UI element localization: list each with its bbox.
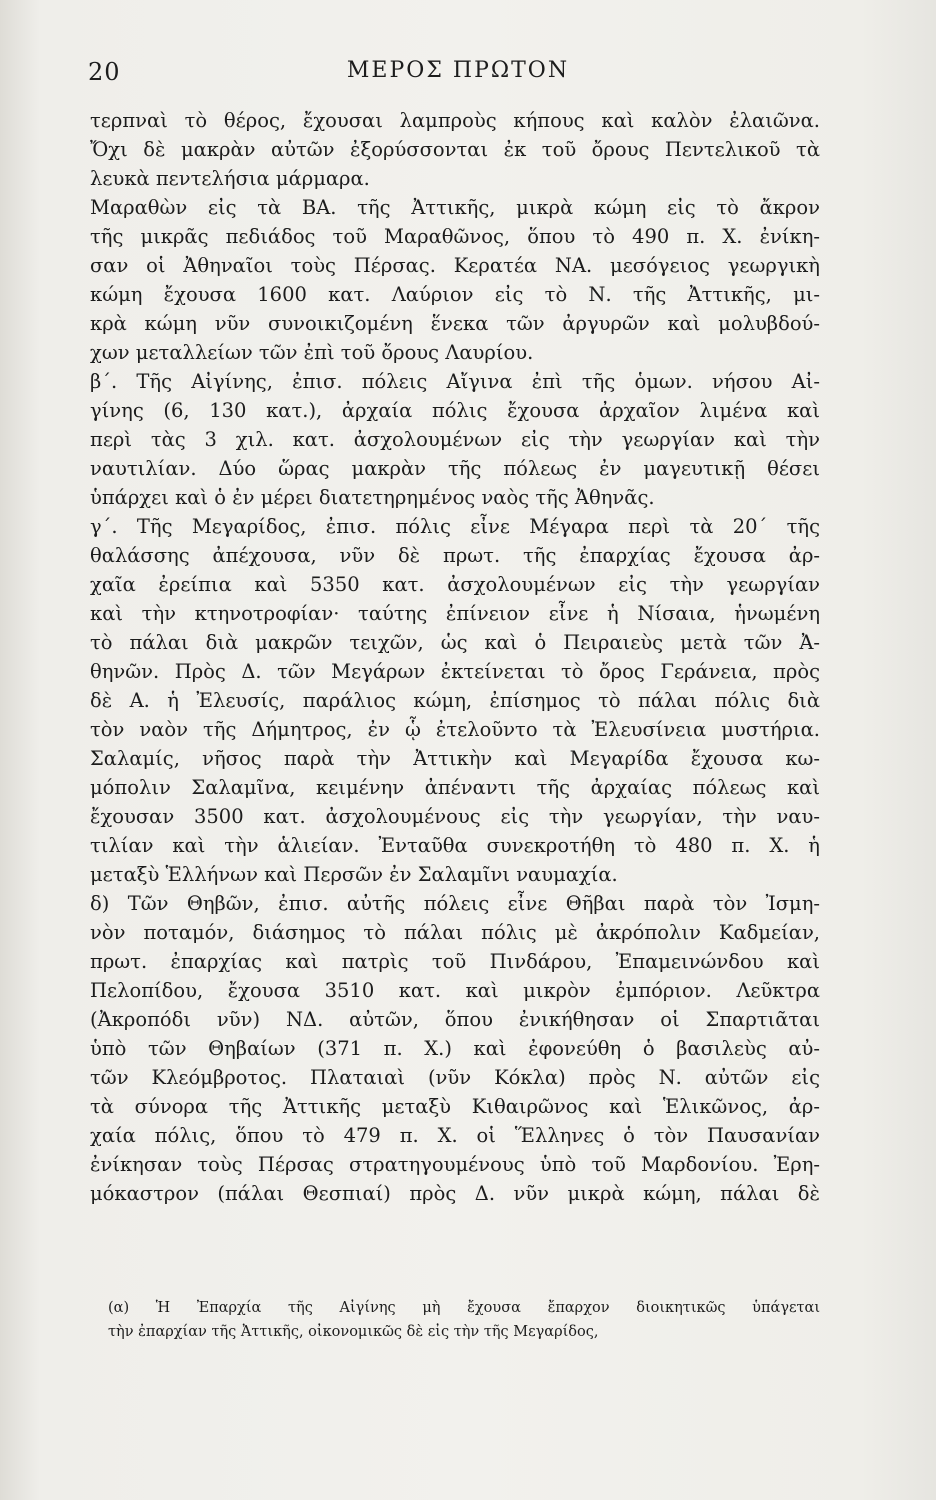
text-line: πρωτ. ἐπαρχίας καὶ πατρὶς τοῦ Πινδάρου, Ἐπαμεινώνδου καὶ <box>90 950 820 973</box>
text-line: ἔχουσαν 3500 κατ. ἀσχολουμένους εἰς τὴν γεωργίαν, τὴν ναυ- <box>90 805 820 828</box>
text-line: (Ἀκροπόδι νῦν) ΝΔ. αὐτῶν, ὅπου ἐνικήθησαν οἱ Σπαρτιᾶται <box>90 1008 820 1031</box>
text-line: τῶν Κλεόμβροτος. Πλαταιαὶ (νῦν Κόκλα) πρὸς Ν. αὐτῶν εἰς <box>90 1066 820 1089</box>
text-line: χαία πόλις, ὅπου τὸ 479 π. Χ. οἱ Ἕλληνες ὁ τὸν Παυσανίαν <box>90 1124 820 1147</box>
text-line: θαλάσσης ἀπέχουσα, νῦν δὲ πρωτ. τῆς ἐπαρχίας ἔχουσα ἀρ- <box>90 544 820 567</box>
footnotes <box>108 1296 820 1344</box>
text-line: γ΄. Τῆς Μεγαρίδος, ἐπισ. πόλις εἶνε Μέγαρα περὶ τὰ 20΄ τῆς <box>90 515 820 538</box>
text-line: Σαλαμίς, νῆσος παρὰ τὴν Ἀττικὴν καὶ Μεγαρίδα ἔχουσα κω- <box>90 747 820 770</box>
running-head: ΜΕΡΟΣ ΠΡΩΤΟΝ <box>346 58 570 83</box>
text-line: τιλίαν καὶ τὴν ἁλιείαν. Ἐνταῦθα συνεκροτήθη τὸ 480 π. Χ. ἡ <box>90 834 820 857</box>
text-line: χαῖα ἐρείπια καὶ 5350 κατ. ἀσχολουμένων εἰς τὴν γεωργίαν <box>90 573 820 596</box>
page-number: 20 <box>88 58 121 86</box>
text-line: κρὰ κώμη νῦν συνοικιζομένη ἕνεκα τῶν ἀργυρῶν καὶ μολυβδού- <box>90 312 820 335</box>
text-line: Ὄχι δὲ μακρὰν αὐτῶν ἐξορύσσονται ἐκ τοῦ ὄρους Πεντελικοῦ τὰ <box>90 138 820 161</box>
text-line: λευκὰ πεντελήσια μάρμαρα. <box>90 167 370 190</box>
text-line: δὲ Α. ἡ Ἐλευσίς, παράλιος κώμη, ἐπίσημος τὸ πάλαι πόλις διὰ <box>90 689 820 712</box>
text-line: νὸν ποταμόν, διάσημος τὸ πάλαι πόλις μὲ ἀκρόπολιν Καδμείαν, <box>90 921 820 944</box>
text-line: καὶ τὴν κτηνοτροφίαν· ταύτης ἐπίνειον εἶνε ἡ Νίσαια, ἡνωμένη <box>90 602 820 625</box>
text-line: τὸν ναὸν τῆς Δήμητρος, ἐν ᾧ ἐτελοῦντο τὰ Ἐλευσίνεια μυστήρια. <box>90 718 820 741</box>
text-line: χων μεταλλείων τῶν ἐπὶ τοῦ ὄρους Λαυρίου. <box>90 341 534 364</box>
text-line: Πελοπίδου, ἔχουσα 3510 κατ. καὶ μικρὸν ἐμπόριον. Λεῦκτρα <box>90 979 820 1002</box>
text-line: θηνῶν. Πρὸς Δ. τῶν Μεγάρων ἐκτείνεται τὸ ὄρος Γεράνεια, πρὸς <box>90 660 820 683</box>
text-line: μεταξὺ Ἑλλήνων καὶ Περσῶν ἐν Σαλαμῖνι ναυμαχία. <box>90 863 618 886</box>
text-line: κώμη ἔχουσα 1600 κατ. Λαύριον εἰς τὸ Ν. τῆς Ἀττικῆς, μι- <box>90 283 820 306</box>
text-line: Μαραθὼν εἰς τὰ ΒΑ. τῆς Ἀττικῆς, μικρὰ κώμη εἰς τὸ ἄκρον <box>90 196 820 219</box>
text-line: ἐνίκησαν τοὺς Πέρσας στρατηγουμένους ὑπὸ τοῦ Μαρδονίου. Ἐρη- <box>90 1153 820 1176</box>
text-line: μόκαστρον (πάλαι Θεσπιαί) πρὸς Δ. νῦν μικρὰ κώμη, πάλαι δὲ <box>90 1182 820 1205</box>
footnote-line: τὴν ἐπαρχίαν τῆς Ἀττικῆς, οἰκονομικῶς δὲ εἰς τὴν τῆς Μεγαρίδος, <box>108 1324 599 1340</box>
text-line: περὶ τὰς 3 χιλ. κατ. ἀσχολουμένων εἰς τὴν γεωργίαν καὶ τὴν <box>90 428 820 451</box>
body-text <box>90 106 820 1208</box>
text-line: ὑπάρχει καὶ ὁ ἐν μέρει διατετηρημένος ναὸς τῆς Ἀθηνᾶς. <box>90 486 655 509</box>
text-line: τῆς μικρᾶς πεδιάδος τοῦ Μαραθῶνος, ὅπου τὸ 490 π. Χ. ἐνίκη- <box>90 225 820 248</box>
text-line: ὑπὸ τῶν Θηβαίων (371 π. Χ.) καὶ ἐφονεύθη ὁ βασιλεὺς αὐ- <box>90 1037 820 1060</box>
text-line: β΄. Τῆς Αἰγίνης, ἐπισ. πόλεις Αἴγινα ἐπὶ τῆς ὁμων. νήσου Αἰ- <box>90 370 820 393</box>
text-line: τὸ πάλαι διὰ μακρῶν τειχῶν, ὡς καὶ ὁ Πειραιεὺς μετὰ τῶν Ἀ- <box>90 631 820 654</box>
text-line: ναυτιλίαν. Δύο ὥρας μακρὰν τῆς πόλεως ἐν μαγευτικῇ θέσει <box>90 457 820 480</box>
text-line: σαν οἱ Ἀθηναῖοι τοὺς Πέρσας. Κερατέα ΝΑ. μεσόγειος γεωργικὴ <box>90 254 820 277</box>
text-line: τερπναὶ τὸ θέρος, ἔχουσαι λαμπροὺς κήπους καὶ καλὸν ἐλαιῶνα. <box>90 109 820 132</box>
text-line: γίνης (6, 130 κατ.), ἀρχαία πόλις ἔχουσα ἀρχαῖον λιμένα καὶ <box>90 399 820 422</box>
text-line: δ) Τῶν Θηβῶν, ἐπισ. αὐτῆς πόλεις εἶνε Θῆβαι παρὰ τὸν Ἰσμη- <box>90 892 820 915</box>
footnote-line: (α) Ἡ Ἐπαρχία τῆς Αἰγίνης μὴ ἔχουσα ἔπαρχον διοικητικῶς ὑπάγεται <box>108 1300 820 1316</box>
text-line: μόπολιν Σαλαμῖνα, κειμένην ἀπέναντι τῆς ἀρχαίας πόλεως καὶ <box>90 776 820 799</box>
text-line: τὰ σύνορα τῆς Ἀττικῆς μεταξὺ Κιθαιρῶνος καὶ Ἑλικῶνος, ἀρ- <box>90 1095 820 1118</box>
page-header <box>88 58 828 92</box>
